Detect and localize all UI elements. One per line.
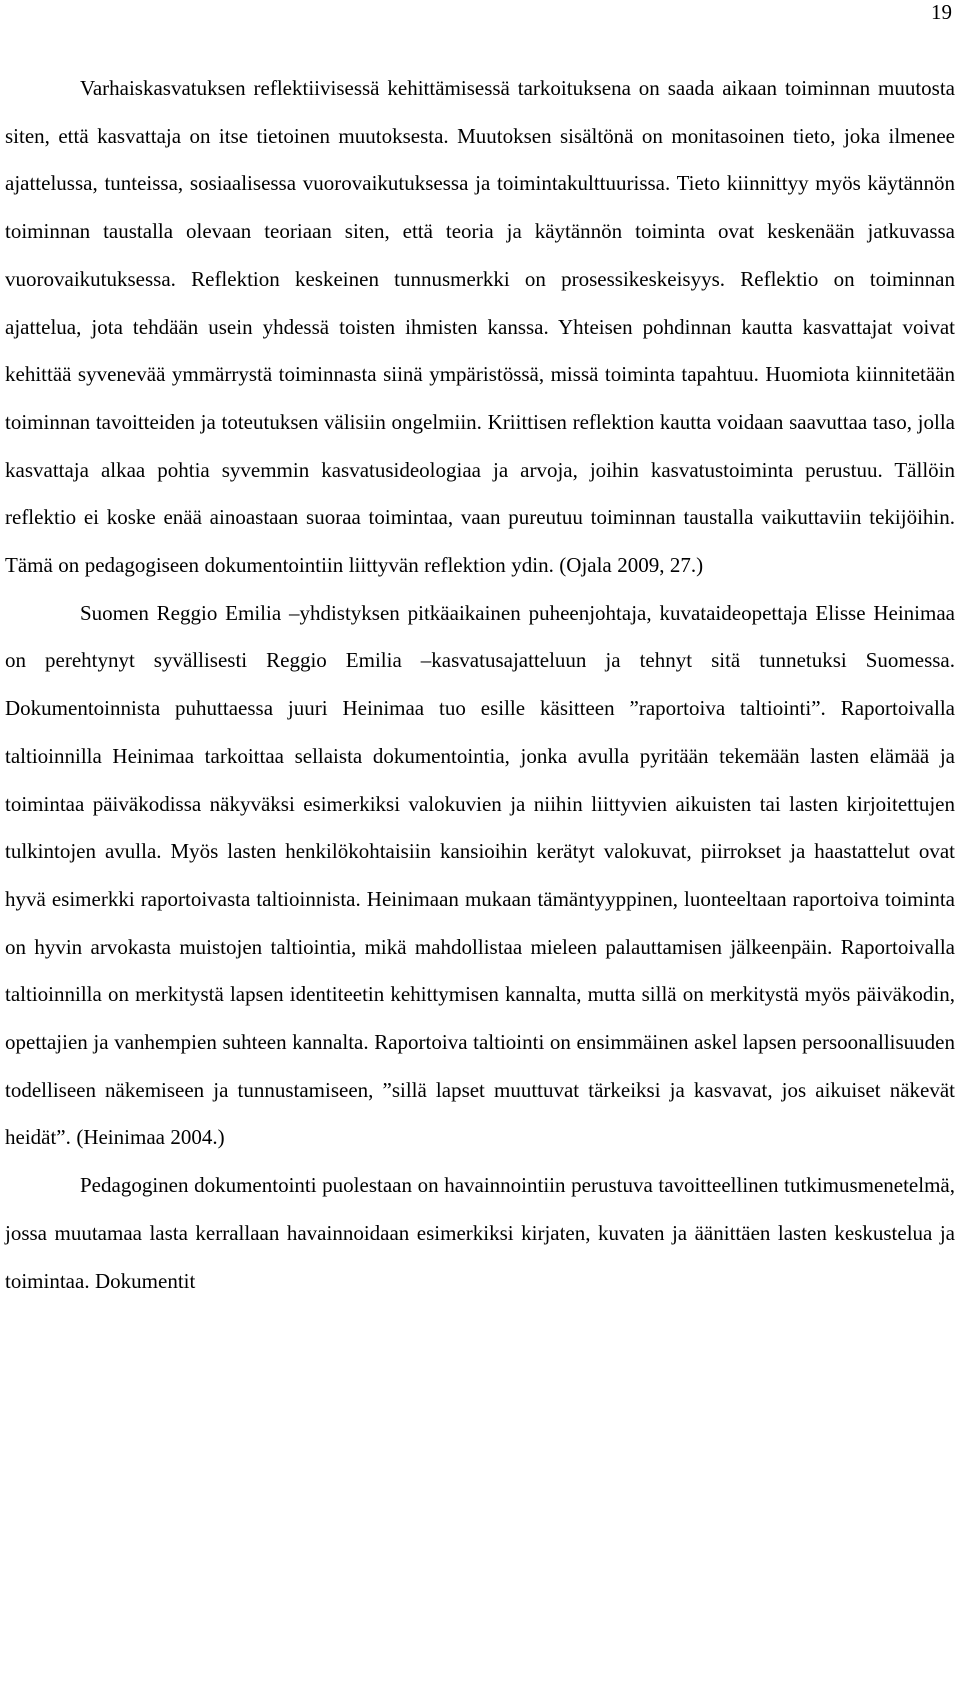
- paragraph: Suomen Reggio Emilia –yhdistyksen pitkäaikainen puheenjohtaja, kuvataideopettaja Elisse Heinimaa on perehtynyt syvällisesti Reggio Emilia –kasvatusajatteluun ja tehnyt sitä tunnetuksi Suomessa. Dokumentoinnista puhuttaessa juuri Heinimaa tuo esille käsitteen ”raportoiva taltiointi”. Raportoivalla taltioinnilla Heinimaa tarkoittaa sellaista dokumentointia, jonka avulla pyritään tekemään lasten elämää ja toimintaa päiväkodissa näkyväksi esimerkiksi valokuvien ja niihin liittyvien aikuisten tai lasten kirjoitettujen tulkintojen avulla. Myös lasten henkilökohtaisiin kansioihin kerätyt valokuvat, piirrokset ja haastattelut ovat hyvä esimerkki raportoivasta taltioinnista. Heinimaan mukaan tämäntyyppinen, luonteeltaan raportoiva toiminta on hyvin arvokasta muistojen taltiointia, mikä mahdollistaa mieleen palauttamisen jälkeenpäin. Raportoivalla taltioinnilla on merkitystä lapsen identiteetin kehittymisen kannalta, mutta sillä on merkitystä myös päiväkodin, opettajien ja vanhempien suhteen kannalta. Raportoiva taltiointi on ensimmäinen askel lapsen persoonallisuuden todelliseen näkemiseen ja tunnustamiseen, ”sillä lapset muuttuvat tärkeiksi ja kasvavat, jos aikuiset näkevät heidät”. (Heinimaa 2004.): [5, 600, 955, 1150]
- page-number: 19: [931, 0, 952, 24]
- paragraph: Varhaiskasvatuksen reflektiivisessä kehittämisessä tarkoituksena on saada aikaan toiminnan muutosta siten, että kasvattaja on itse tietoinen muutoksesta. Muutoksen sisältönä on monitasoinen tieto, joka ilmenee ajattelussa, tunteissa, sosiaalisessa vuorovaikutuksessa ja toimintakulttuurissa. Tieto kiinnittyy myös käytännön toiminnan taustalla olevaan teoriaan siten, että teoria ja käytännön toiminta ovat keskenään jatkuvassa vuorovaikutuksessa. Reflektion keskeinen tunnusmerkki on prosessikeskeisyys. Reflektio on toiminnan ajattelua, jota tehdään usein yhdessä toisten ihmisten kanssa. Yhteisen pohdinnan kautta kasvattajat voivat kehittää syvenevää ymmärrystä toiminnasta siinä ympäristössä, missä toiminta tapahtuu. Huomiota kiinnitetään toiminnan tavoitteiden ja toteutuksen välisiin ongelmiin. Kriittisen reflektion kautta voidaan saavuttaa taso, jolla kasvattaja alkaa pohtia syvemmin kasvatusideologiaa ja arvoja, joihin kasvatustoiminta perustuu. Tällöin reflektio ei koske enää ainoastaan suoraa toimintaa, vaan pureutuu toiminnan taustalla vaikuttaviin tekijöihin. Tämä on pedagogiseen dokumentointiin liittyvän reflektion ydin. (Ojala 2009, 27.): [5, 76, 955, 578]
- body-text: [5, 65, 955, 1305]
- paragraph: Pedagoginen dokumentointi puolestaan on havainnointiin perustuva tavoitteellinen tutkimusmenetelmä, jossa muutamaa lasta kerrallaan havainnoidaan esimerkiksi kirjaten, kuvaten ja äänittäen lasten keskustelua ja toimintaa. Dokumentit: [5, 1173, 955, 1293]
